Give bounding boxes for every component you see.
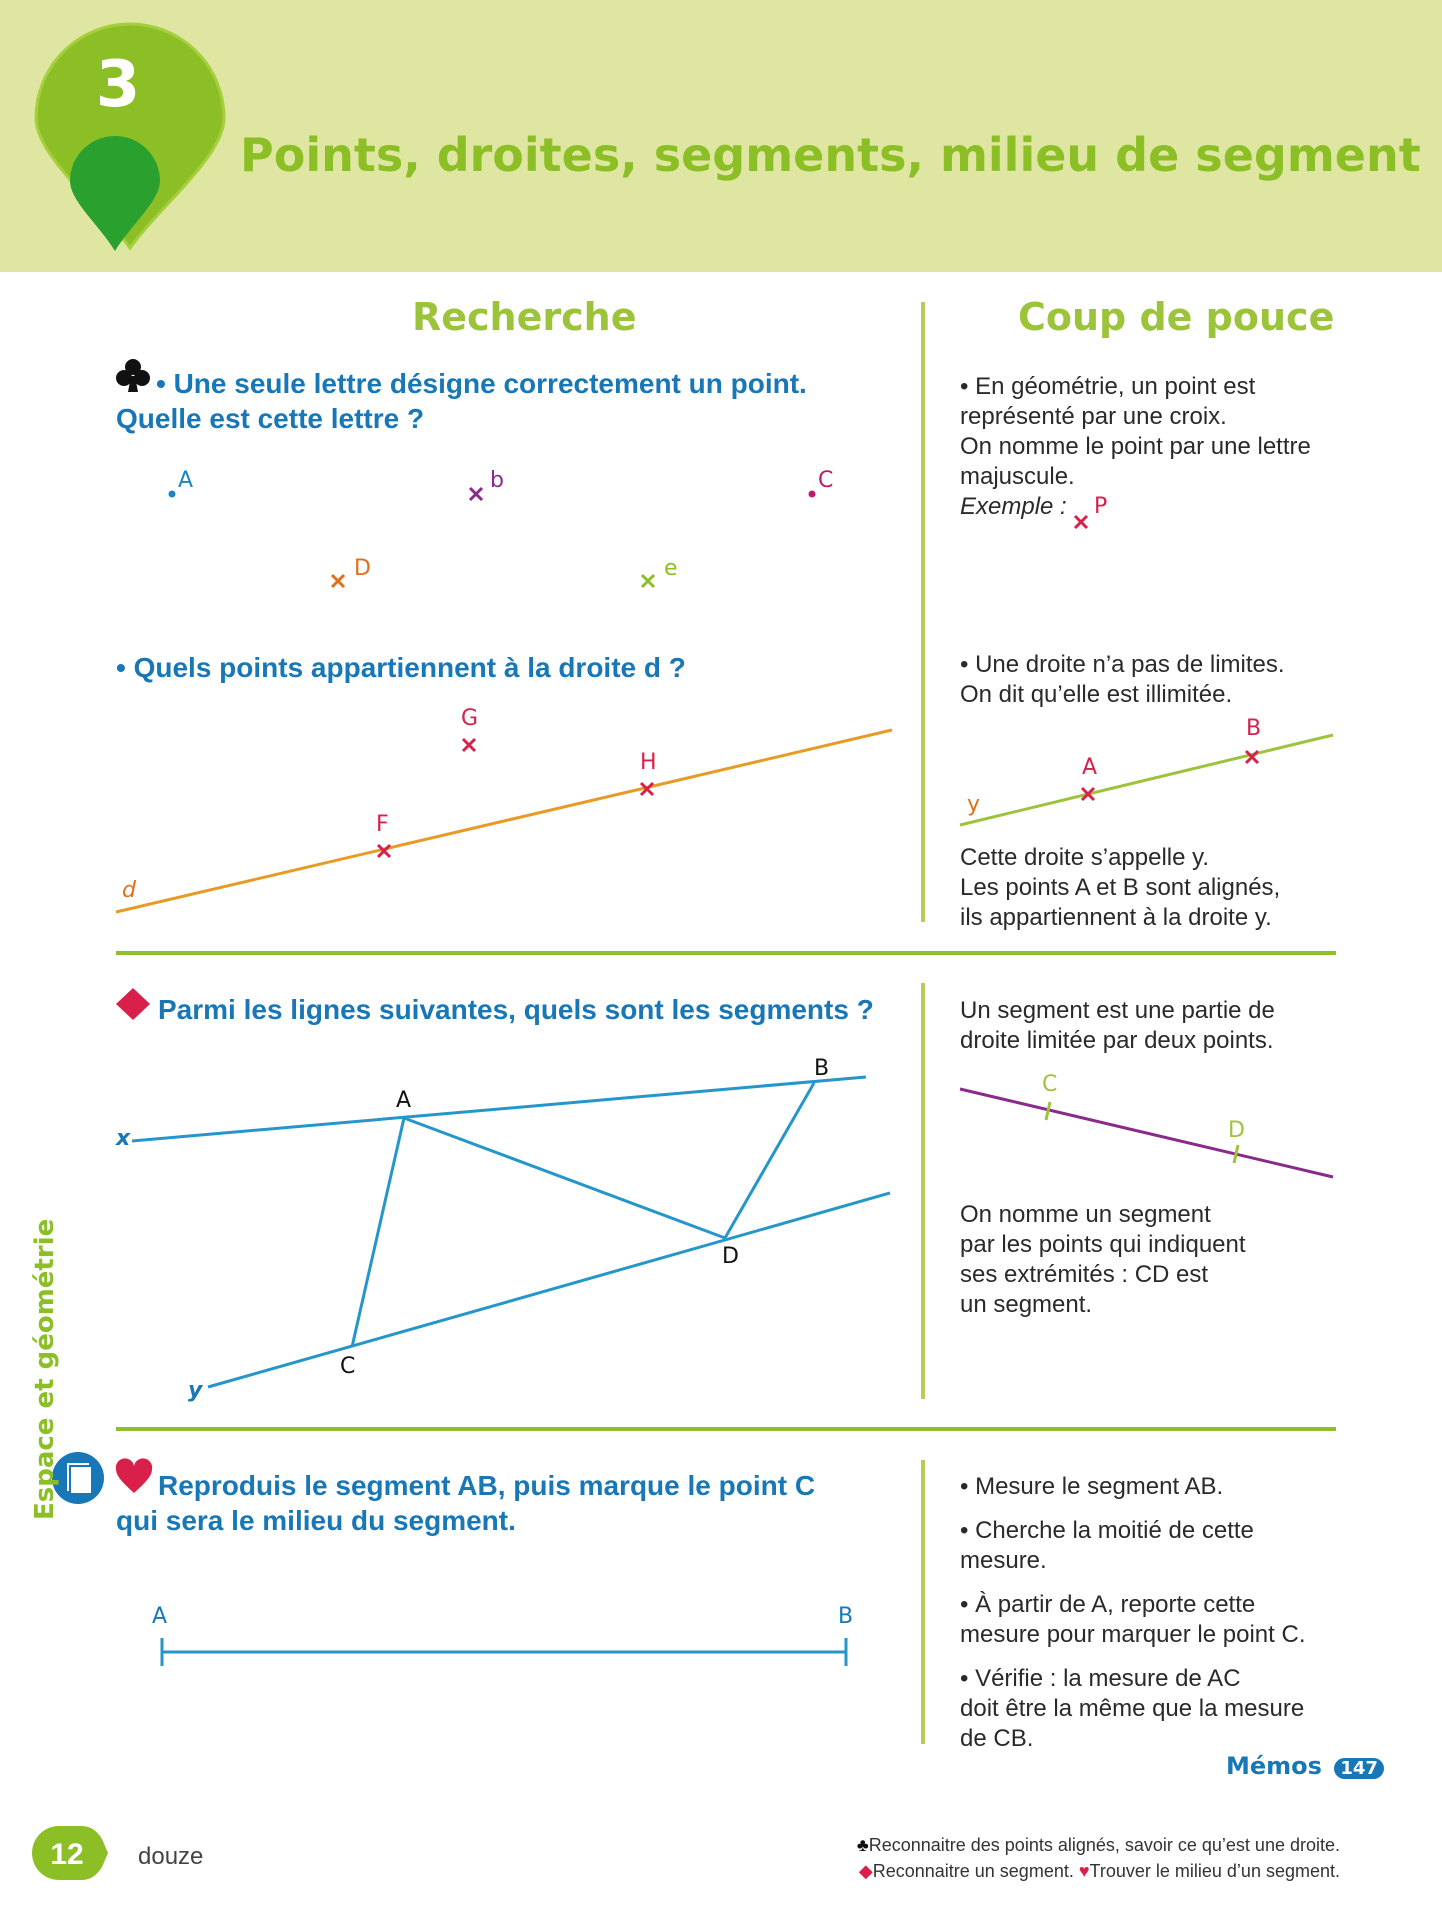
point-label-D: D <box>354 556 371 581</box>
point-label-b: b <box>490 468 504 493</box>
memos-link[interactable]: Mémos 147 <box>1226 1752 1384 1780</box>
point-label-G: G <box>461 706 479 731</box>
help-segment-label-C: C <box>1042 1072 1058 1097</box>
page-number: 12 <box>50 1838 84 1871</box>
help-mark-C <box>1046 1102 1050 1120</box>
segment-label-B: B <box>838 1604 854 1629</box>
point-D-cross <box>332 575 344 587</box>
segment-AC <box>352 1118 404 1347</box>
help-point-text: • En géométrie, un point est représenté par une croix. On nomme le point par une lettre majuscule. Exemple : <box>960 373 1311 520</box>
question-point-line2: Quelle est cette lettre ? <box>116 403 425 434</box>
help-segment-naming: On nomme un segment par les points qui indiquent ses extrémités : CD est un segment. <box>960 1201 1246 1318</box>
footer-objectives: ♣Reconnaitre des points alignés, savoir ce qu’est une droite. ◆Reconnaitre un segment. ♥Trouver le milieu d’un segment. <box>856 1835 1340 1881</box>
figure-label-D: D <box>722 1244 739 1269</box>
question-point-line1: • Une seule lettre désigne correctement un point. <box>156 368 807 399</box>
memos-page-badge[interactable]: 147 <box>1334 1758 1384 1779</box>
point-b-cross <box>470 488 482 500</box>
help-point-label-B: B <box>1246 716 1262 741</box>
help-line-segment <box>960 1089 1333 1177</box>
lesson-number: 3 <box>95 48 141 122</box>
help-line-y <box>960 735 1333 825</box>
line-y <box>208 1193 890 1387</box>
point-G-cross <box>463 739 475 751</box>
page-word: douze <box>138 1843 204 1870</box>
page-title: Points, droites, segments, milieu de segment <box>240 128 1421 182</box>
recherche-title: Recherche <box>412 295 637 339</box>
question-segments: Parmi les lignes suivantes, quels sont les segments ? <box>158 994 874 1025</box>
figure-label-A: A <box>396 1088 412 1113</box>
line-d <box>116 730 892 912</box>
help-segment-label-D: D <box>1228 1118 1245 1143</box>
coup-de-pouce-title: Coup de pouce <box>1018 295 1335 339</box>
help-point-label-A: A <box>1082 755 1098 780</box>
question-line-d: • Quels points appartiennent à la droite d ? <box>116 652 686 683</box>
heart-icon <box>116 1460 152 1494</box>
point-label-C: C <box>818 468 834 493</box>
figure-label-B: B <box>814 1056 830 1081</box>
help-segment-text: Un segment est une partie de droite limitée par deux points. <box>960 997 1275 1054</box>
help-line-label-y: y <box>967 792 981 817</box>
point-e-cross <box>642 575 654 587</box>
point-label-e: e <box>664 556 678 581</box>
heart-icon: ♥ <box>1078 1861 1090 1881</box>
question-midpoint-line2: qui sera le milieu du segment. <box>116 1505 516 1536</box>
line-label-x: x <box>116 1126 131 1151</box>
help-midpoint-steps: • Mesure le segment AB. • Cherche la moitié de cette mesure. • À partir de A, reporte cette mesure pour marquer le point C. • Vérifie : la mesure de AC doit être la même que la mesure de CB. <box>960 1473 1306 1752</box>
segment-label-A: A <box>152 1604 168 1629</box>
figure-label-C: C <box>340 1354 356 1379</box>
line-label-d: d <box>122 878 136 903</box>
side-category-label: Espace et géométrie <box>30 1218 60 1520</box>
question-midpoint-line1: Reproduis le segment AB, puis marque le point C <box>158 1470 816 1501</box>
point-label-A: A <box>178 468 194 493</box>
diamond-icon <box>116 988 150 1020</box>
help-mark-D <box>1234 1145 1238 1163</box>
help-example-label: Exemple : <box>960 493 1067 520</box>
point-label-F: F <box>376 812 389 837</box>
point-label-H: H <box>640 750 657 775</box>
diamond-icon: ◆ <box>858 1861 873 1881</box>
segment-BD <box>725 1083 814 1238</box>
point-A-dot <box>169 491 176 498</box>
help-line-text: • Une droite n’a pas de limites. On dit qu’elle est illimitée. <box>960 651 1285 708</box>
example-point-label-P: P <box>1094 494 1108 519</box>
club-icon: ♣ <box>856 1835 869 1855</box>
line-x <box>132 1077 866 1141</box>
help-aligned-text: Cette droite s’appelle y. Les points A et B sont alignés, ils appartiennent à la droite y. <box>960 844 1281 931</box>
segment-AD <box>404 1118 725 1238</box>
point-C-dot <box>809 491 816 498</box>
line-label-y: y <box>188 1378 203 1403</box>
